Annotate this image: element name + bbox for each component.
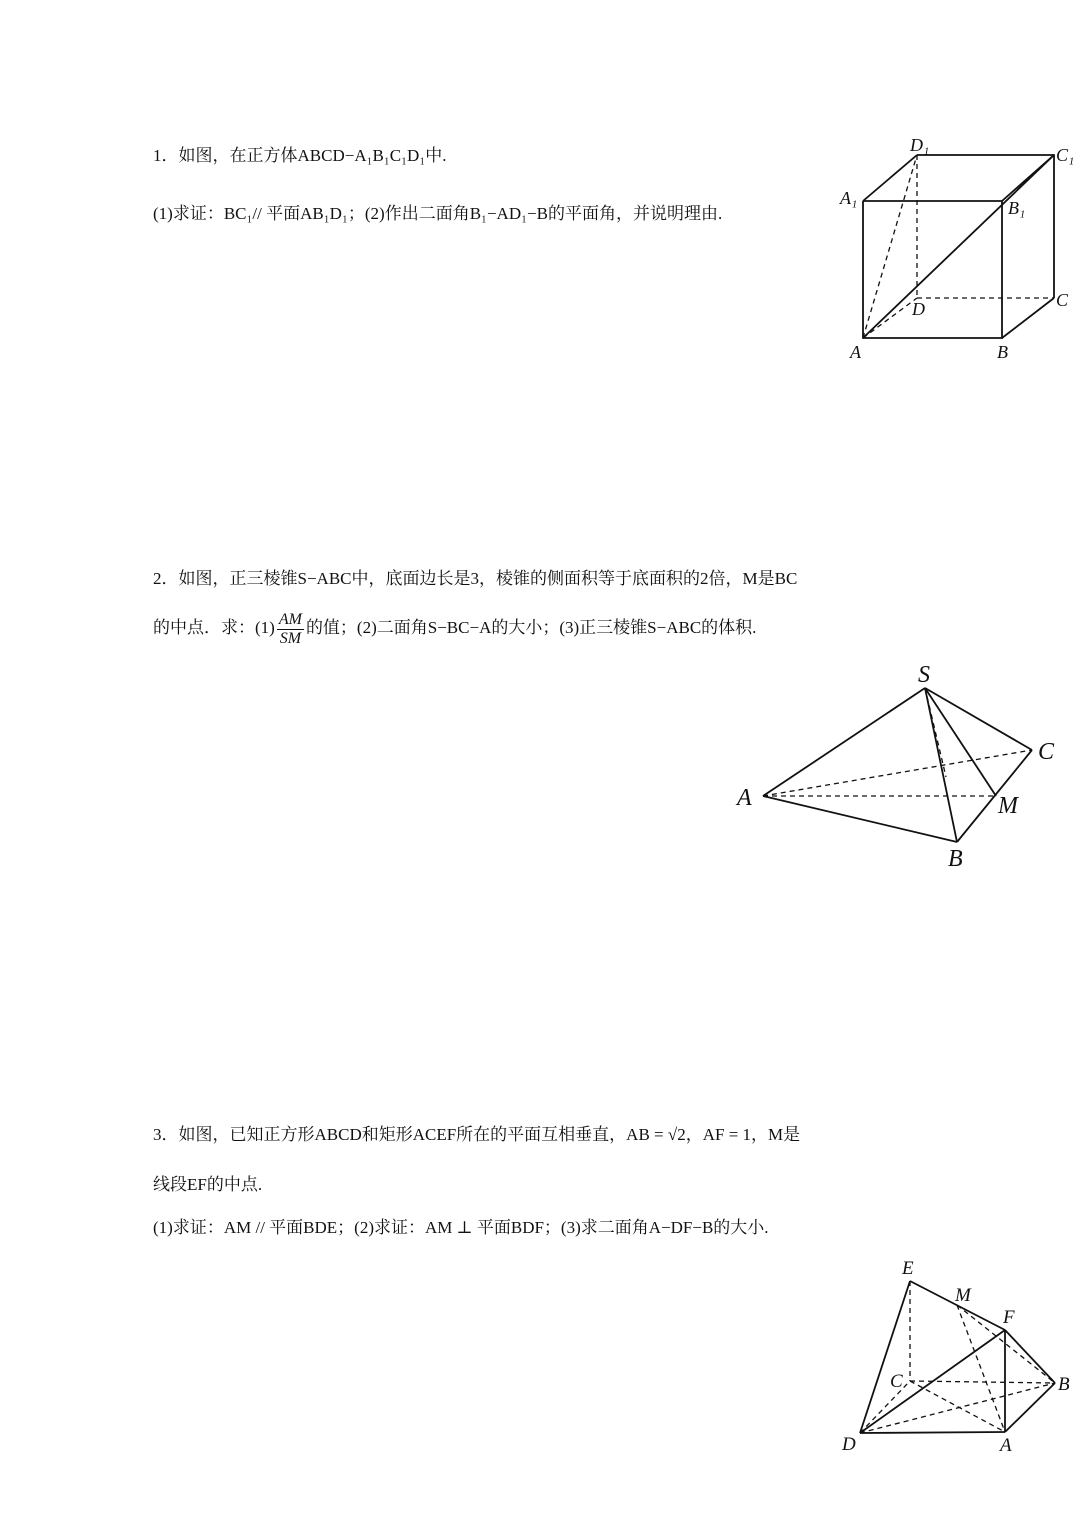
label-B: B (997, 342, 1008, 362)
label-C: C (1038, 739, 1055, 765)
label-M: M (955, 1285, 971, 1306)
problem-2-questions (153, 608, 756, 648)
label-B: B (1058, 1374, 1070, 1395)
label-A: A (737, 785, 752, 811)
label-B1: B₁ (1008, 198, 1026, 218)
label-F: F (1003, 1307, 1015, 1328)
label-S: S (918, 662, 930, 688)
cube-diagram (830, 130, 1080, 370)
problem-3-questions: (1)求证：AM // 平面BDE；(2)求证：AM ⊥ 平面BDF；(3)求二面角A−DF−B的大小. (153, 1218, 769, 1237)
problem-2-statement: 2．如图，正三棱锥S−ABC中，底面边长是3，棱锥的侧面积等于底面积的2倍，M是BC (153, 569, 798, 588)
label-M: M (998, 793, 1018, 819)
label-D: D (842, 1434, 856, 1455)
square-rectangle-diagram (830, 1250, 1080, 1470)
fraction-denominator: SM (279, 629, 302, 647)
label-C: C (890, 1371, 903, 1392)
label-C: C (1056, 290, 1069, 310)
label-A: A (850, 342, 861, 362)
pyramid-diagram (730, 655, 1070, 875)
problem-2-questions-post: 的值；(2)二面角S−BC−A的大小；(3)正三棱锥S−ABC的体积. (305, 618, 757, 637)
label-B: B (948, 846, 963, 872)
fraction-am-sm (277, 611, 304, 648)
fraction-numerator: AM (278, 610, 302, 628)
problem-1-statement: 1．如图，在正方体ABCD−A₁B₁C₁D₁中. (153, 146, 447, 165)
label-A1: A₁ (840, 188, 858, 208)
label-D: D (912, 299, 925, 319)
problem-3-statement: 3．如图，已知正方形ABCD和矩形ACEF所在的平面互相垂直，AB = √2，AF = 1，M是 (153, 1125, 801, 1144)
label-C1: C₁ (1056, 145, 1075, 165)
problem-3-statement-cont: 线段EF的中点. (153, 1175, 263, 1194)
label-D1: D₁ (910, 135, 930, 155)
problem-2-questions-pre: 的中点．求：(1) (153, 618, 275, 637)
problem-1-questions: (1)求证：BC₁// 平面AB₁D₁；(2)作出二面角B₁−AD₁−B的平面角，并说明理由. (153, 204, 723, 223)
label-E: E (902, 1258, 914, 1279)
label-A: A (1000, 1435, 1012, 1456)
